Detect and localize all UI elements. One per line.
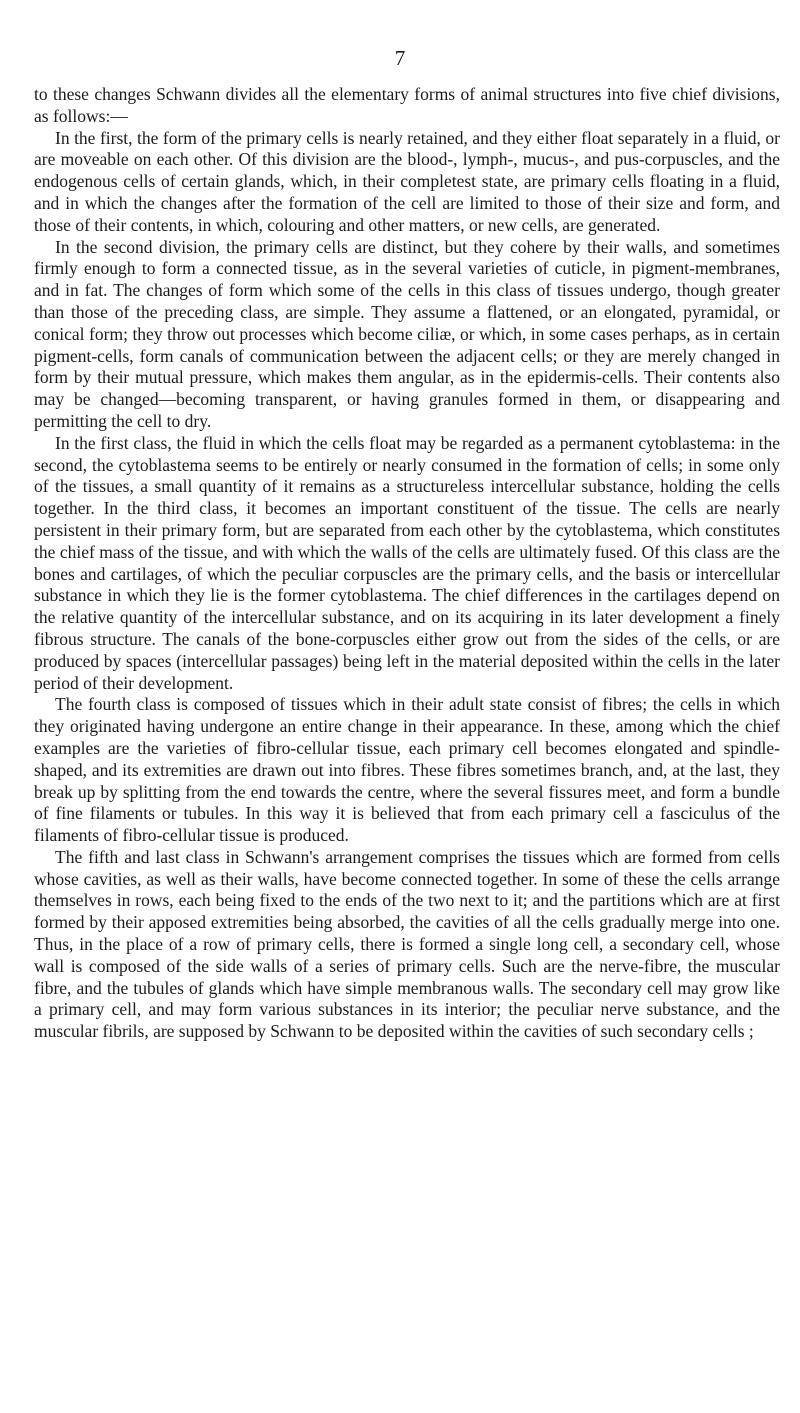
- body-text: [34, 84, 780, 1043]
- paragraph-fourth-class: The fourth class is composed of tissues which in their adult state consist of fibres; the cells in which they originated having undergone an entire change in their appearance. In these, among which the chief examples are the varieties of fibro-cellular tissue, each primary cell becomes elongated and spindle-shaped, and its extremities are drawn out into fibres. These fibres sometimes branch, and, at the last, they break up by splitting from the end towards the centre, where the several fissures meet, and form a bundle of fine filaments or tubules. In this way it is believed that from each primary cell a fasciculus of the filaments of fibro-cellular tissue is produced.: [34, 694, 780, 846]
- paragraph-continuation: to these changes Schwann divides all the elementary forms of animal structures into five chief divisions, as follows:—: [34, 84, 780, 126]
- paragraph-third-class: In the first class, the fluid in which the cells float may be regarded as a permanent cytoblastema: in the second, the cytoblastema seems to be entirely or nearly consumed in the formation of cells; in some only of the tissues, a small quantity of it remains as a structureless intercellular substance, holding the cells together. In the third class, it becomes an important constituent of the tissue. The cells are nearly persistent in their primary form, but are separated from each other by the cytoblastema, which constitutes the chief mass of the tissue, and with which the walls of the cells are ultimately fused. Of this class are the bones and cartilages, of which the peculiar corpuscles are the primary cells, and the basis or intercellular substance in which they lie is the former cytoblastema. The chief differences in the cartilages depend on the relative quantity of the intercellular substance, and on its acquiring in its later development a finely fibrous structure. The canals of the bone-corpuscles either grow out from the sides of the cells, or are produced by spaces (intercellular passages) being left in the material deposited within the cells in the later period of their development.: [34, 432, 780, 693]
- page-number: 7: [394, 46, 406, 70]
- paragraph-fifth-class: The fifth and last class in Schwann's arrangement comprises the tissues which are formed from cells whose cavities, as well as their walls, have become connected together. In some of these the cells arrange themselves in rows, each being fixed to the ends of the two next to it; and the partitions which are at first formed by their apposed extremities being absorbed, the cavities of all the cells gradually merge into one. Thus, in the place of a row of primary cells, there is formed a single long cell, a secondary cell, whose wall is composed of the side walls of a series of primary cells. Such are the nerve-fibre, the muscular fibre, and the tubules of glands which have simple membranous walls. The secondary cell may grow like a primary cell, and may form various substances in its interior; the peculiar nerve substance, and the muscular fibrils, are supposed by Schwann to be deposited within the cavities of such secondary cells ;: [34, 846, 780, 1042]
- paragraph-first-division: In the first, the form of the primary cells is nearly retained, and they either float separately in a fluid, or are moveable on each other. Of this division are the blood-, lymph-, mucus-, and pus-corpuscles, and the endogenous cells of certain glands, which, in their completest state, are primary cells floating in a fluid, and in which the changes after the formation of the cell are limited to those of their size and form, and those of their contents, in which, colouring and other matters, or new cells, are generated.: [34, 127, 780, 235]
- paragraph-second-division: In the second division, the primary cells are distinct, but they cohere by their walls, and sometimes firmly enough to form a connected tissue, as in the several varieties of cuticle, in pigment-membranes, and in fat. The changes of form which some of the cells in this class of tissues undergo, though greater than those of the preceding class, are simple. They assume a flattened, or an elongated, pyramidal, or conical form; they throw out processes which become ciliæ, or which, in some cases perhaps, as in certain pigment-cells, form canals of communication between the adjacent cells; or they are merely changed in form by their mutual pressure, which makes them angular, as in the epidermis-cells. Their contents also may be changed—becoming transparent, or having granules formed in them, or disappearing and permitting the cell to dry.: [34, 236, 780, 431]
